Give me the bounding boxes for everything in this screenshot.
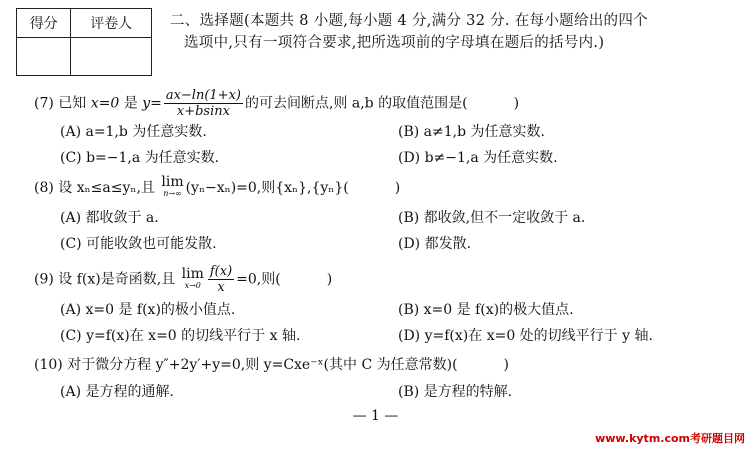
question-9-option-d: (D) y=f(x)在 x=0 处的切线平行于 y 轴. — [398, 328, 653, 344]
question-9-limit: lim x→0 — [181, 265, 204, 290]
question-7-option-a: (A) a=1,b 为任意实数. — [60, 124, 207, 140]
question-9-option-b: (B) x=0 是 f(x)的极大值点. — [398, 302, 574, 318]
question-8-option-d: (D) 都发散. — [398, 236, 472, 252]
score-cell — [17, 38, 71, 76]
question-8-stem: (8) 设 xₙ≤a≤yₙ,且 lim n→∞ (yₙ−xₙ)=0,则{xₙ},{yₙ}( ) — [34, 174, 401, 198]
question-7-option-b: (B) a≠1,b 为任意实数. — [398, 124, 545, 140]
question-7-option-c: (C) b=−1,a 为任意实数. — [60, 150, 220, 166]
question-9-option-a: (A) x=0 是 f(x)的极小值点. — [60, 302, 236, 318]
question-8-option-a: (A) 都收敛于 a. — [60, 210, 159, 226]
question-10-option-a: (A) 是方程的通解. — [60, 384, 174, 400]
question-8-limit: lim n→∞ — [161, 174, 184, 198]
section-header — [170, 10, 740, 54]
question-10-option-b: (B) 是方程的特解. — [398, 384, 513, 400]
question-9-fraction: $\frac{f(x)}{x}$ — [209, 264, 233, 295]
section-header-line2: 选项中,只有一项符合要求,把所选项前的字母填在题后的括号内.) — [184, 35, 605, 51]
question-9-stem: (9) 设 f(x)是奇函数,且 lim x→0 $\frac{f(x)}{x}$ =0,则( ) — [34, 264, 333, 295]
question-10-stem: (10) 对于微分方程 y″+2y′+y=0,则 y=Cxe⁻ˣ(其中 C 为任意常数)( ) — [34, 357, 510, 373]
question-7-fraction: $\frac{ax-\ln(1+x)}{x+bsinx}$ — [165, 88, 241, 119]
score-table — [16, 8, 152, 76]
question-9-option-c: (C) y=f(x)在 x=0 的切线平行于 x 轴. — [60, 328, 301, 344]
question-8-option-b: (B) 都收敛,但不一定收敛于 a. — [398, 210, 586, 226]
watermark: www.kytm.com考研题目网 — [595, 432, 745, 445]
grader-header: 评卷人 — [71, 9, 152, 38]
score-header: 得分 — [17, 9, 71, 38]
section-header-line1: 二、选择题(本题共 8 小题,每小题 4 分,满分 32 分. 在每小题给出的四个 — [170, 13, 648, 29]
question-8-option-c: (C) 可能收敛也可能发散. — [60, 236, 217, 252]
grader-cell — [71, 38, 152, 76]
page-number: — 1 — — [352, 408, 399, 424]
question-7-option-d: (D) b≠−1,a 为任意实数. — [398, 150, 558, 166]
question-7-stem: (7) 已知 x=0 是 y= $\frac{ax-\ln(1+x)}{x+bsinx}$ 的可去间断点,则 a,b 的取值范围是( ) — [34, 88, 520, 119]
